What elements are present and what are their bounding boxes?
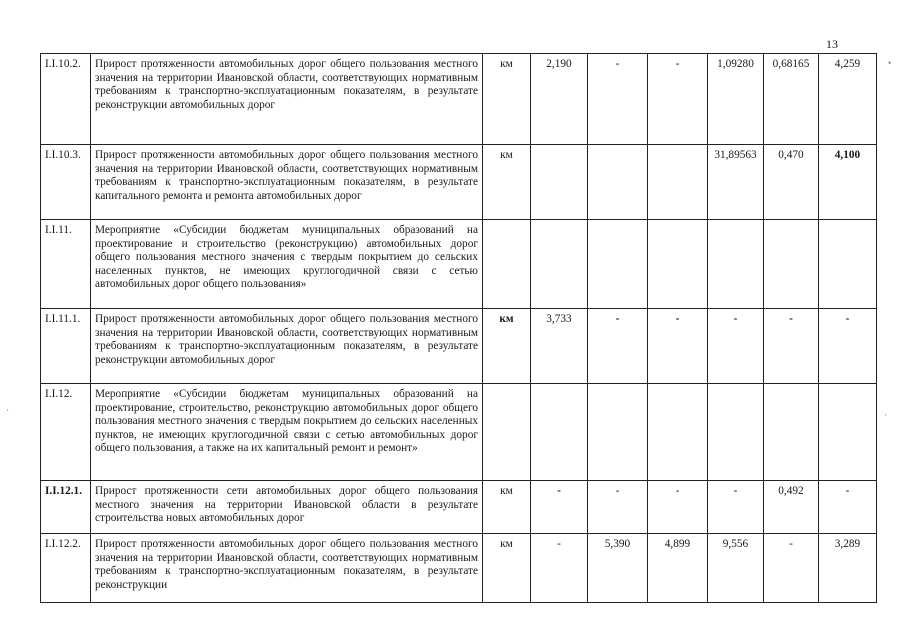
row-value: -	[648, 481, 708, 534]
row-value: 4,259	[819, 54, 877, 145]
row-value	[531, 145, 588, 220]
row-value: 3,289	[819, 534, 877, 603]
row-value: -	[648, 309, 708, 384]
row-value	[648, 220, 708, 309]
row-unit: км	[483, 145, 531, 220]
row-value	[588, 384, 648, 481]
row-value: -	[588, 481, 648, 534]
row-value	[819, 220, 877, 309]
row-description: Мероприятие «Субсидии бюджетам муниципальных образований на проектирование и строительство (реконструкцию) автомобильных дорог общего пользования местного значения с твердым покрытием до сельских населенных пунктов, не имеющих круглогодичной связи с сетью автомобильных дорог общего пользования»	[91, 220, 483, 309]
table-row	[41, 309, 877, 384]
row-code: I.I.11.1.	[41, 309, 91, 384]
row-value	[588, 220, 648, 309]
row-unit	[483, 384, 531, 481]
row-value-highlighted: 4,100	[819, 145, 877, 220]
row-value	[819, 384, 877, 481]
row-value: 4,899	[648, 534, 708, 603]
row-code: I.I.12.2.	[41, 534, 91, 603]
row-value: -	[588, 309, 648, 384]
row-value: -	[588, 54, 648, 145]
row-value	[648, 145, 708, 220]
row-unit	[483, 220, 531, 309]
row-value: -	[708, 309, 764, 384]
page-number: 13	[826, 37, 838, 51]
table-row	[41, 54, 877, 145]
row-value: 0,470	[764, 145, 819, 220]
row-unit: км	[483, 309, 531, 384]
row-value	[708, 384, 764, 481]
row-value: 9,556	[708, 534, 764, 603]
row-description: Прирост протяженности автомобильных дорог общего пользования местного значения на территории Ивановской области, соответствующих нормативным требованиям к транспортно-эксплуатационным показателям, в результате реконструкции автомобильных дорог	[91, 309, 483, 384]
row-unit: км	[483, 534, 531, 603]
indicators-table	[40, 53, 877, 603]
row-value: 5,390	[588, 534, 648, 603]
row-value: -	[708, 481, 764, 534]
row-code: I.I.12.	[41, 384, 91, 481]
row-value	[588, 145, 648, 220]
table-row	[41, 220, 877, 309]
row-value	[764, 220, 819, 309]
row-value	[531, 220, 588, 309]
row-value: -	[764, 534, 819, 603]
scan-speck: ·	[6, 405, 9, 415]
row-description: Прирост протяженности автомобильных дорог общего пользования местного значения на территории Ивановской области, соответствующих нормативным требованиям к транспортно-эксплуатационным показателям, в результате реконструкции	[91, 534, 483, 603]
table-row	[41, 145, 877, 220]
row-value: 1,09280	[708, 54, 764, 145]
row-value: 31,89563	[708, 145, 764, 220]
row-description: Прирост протяженности автомобильных дорог общего пользования местного значения на территории Ивановской области, соответствующих нормативным требованиям к транспортно-эксплуатационным показателям, в результате реконструкции автомобильных дорог	[91, 54, 483, 145]
table-row	[41, 534, 877, 603]
row-value	[708, 220, 764, 309]
row-code: I.I.11.	[41, 220, 91, 309]
row-value	[764, 384, 819, 481]
row-value: -	[819, 481, 877, 534]
row-code: I.I.10.3.	[41, 145, 91, 220]
row-unit: км	[483, 54, 531, 145]
row-description: Прирост протяженности сети автомобильных дорог общего пользования местного значения на территории Ивановской области в результате строительства новых автомобильных дорог	[91, 481, 483, 534]
scan-speck: •	[888, 58, 892, 68]
row-value: 2,190	[531, 54, 588, 145]
row-unit: км	[483, 481, 531, 534]
row-description: Мероприятие «Субсидии бюджетам муниципальных образований на проектирование, строительство, реконструкцию автомобильных дорог общего пользования местного значения с твердым покрытием до сельских населенных пунктов, не имеющих круглогодичной связи с сетью автомобильных дорог общего пользования, а также на их капитальный ремонт и ремонт»	[91, 384, 483, 481]
row-description: Прирост протяженности автомобильных дорог общего пользования местного значения на территории Ивановской области, соответствующих нормативным требованиям к транспортно-эксплуатационным показателям, в результате капитального ремонта и ремонта автомобильных дорог	[91, 145, 483, 220]
scan-speck: ·	[884, 410, 887, 420]
row-value	[648, 384, 708, 481]
row-value: -	[648, 54, 708, 145]
row-value: -	[819, 309, 877, 384]
row-value: -	[531, 481, 588, 534]
row-value: -	[531, 534, 588, 603]
row-value: -	[764, 309, 819, 384]
row-value: 3,733	[531, 309, 588, 384]
row-code: I.I.12.1.	[41, 481, 91, 534]
table-row	[41, 384, 877, 481]
row-value: 0,68165	[764, 54, 819, 145]
row-value: 0,492	[764, 481, 819, 534]
row-code: I.I.10.2.	[41, 54, 91, 145]
row-value	[531, 384, 588, 481]
table-row	[41, 481, 877, 534]
